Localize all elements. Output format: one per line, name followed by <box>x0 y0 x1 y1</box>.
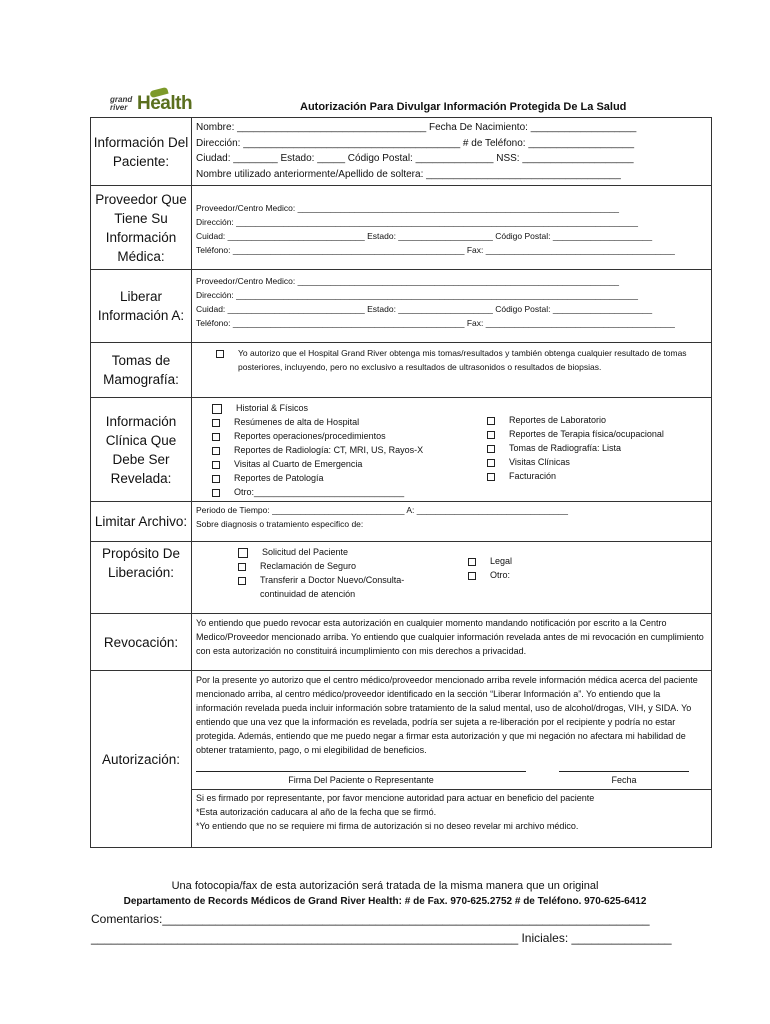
checkbox-visitas-clinicas[interactable] <box>487 459 495 467</box>
checkbox-operaciones[interactable] <box>212 433 220 441</box>
field-proveedor-direccion[interactable]: Dirección: _____________________________________________________________________________________ <box>196 217 638 227</box>
item-otro-proposito: Otro: <box>490 570 511 580</box>
checkbox-legal[interactable] <box>468 558 476 566</box>
label-paciente: Información Del Paciente: <box>91 118 192 186</box>
authorization-form <box>90 117 712 848</box>
field-liberar-direccion[interactable]: Dirección: _____________________________________________________________________________________ <box>196 290 638 300</box>
checkbox-laboratorio[interactable] <box>487 417 495 425</box>
form-title: Autorización Para Divulgar Información Protegida De La Salud <box>300 101 627 113</box>
field-nombre[interactable]: Nombre: __________________________________ Fecha De Nacimiento: ___________________ <box>196 122 637 133</box>
field-periodo[interactable]: Periodo de Tiempo: ____________________________ A: ________________________________ <box>196 505 568 515</box>
field-diagnosis[interactable]: Sobre diagnosis o tratamiento especifico de: <box>196 519 364 529</box>
item-transferir: Transferir a Doctor Nuevo/Consulta- continuidad de atención <box>260 575 405 599</box>
checkbox-radiologia[interactable] <box>212 447 220 455</box>
label-revocacion: Revocación: <box>91 614 192 671</box>
field-liberar-centro[interactable]: Proveedor/Centro Medico: ____________________________________________________________________ <box>196 276 620 286</box>
checkbox-facturacion[interactable] <box>487 473 495 481</box>
label-autorizacion: Autorización: <box>91 671 192 848</box>
initials-field[interactable]: ________________________________________________________________ Iniciales: _______________ <box>91 931 672 945</box>
checkbox-reclamacion[interactable] <box>238 563 246 571</box>
checkbox-resumenes[interactable] <box>212 419 220 427</box>
label-proveedor: Proveedor Que Tiene Su Información Médica: <box>91 186 192 270</box>
footer-department: Departamento de Records Médicos de Grand River Health: # de Fax. 970-625.2752 # de Teléfono. 970-625-6412 <box>123 896 647 907</box>
item-historial: Historial & Físicos <box>236 403 309 413</box>
note-no-requiere: *Yo entiendo que no se requiere mi firma de autorización si no deseo revelar mi archivo médico. <box>196 821 579 831</box>
label-proposito: Propósito De Liberación: <box>91 542 192 614</box>
checkbox-otro-proposito[interactable] <box>468 572 476 580</box>
autorizacion-text: Por la presente yo autorizo que el centro médico/proveedor mencionado arriba revele información médica acerca del paciente mencionado arriba, al centro médico/proveedor identificado en la sección “Liberar Información a”. Yo entiendo que la información revelada pueda incluir información sobre tratamiento de la salud mental, uso de alcohol/drogas, VIH, y SIDA. Yo entiendo que una vez que la información es revelada, podría ser sujeta a re-liberación por el recipiente y podría no estar protegida. Además, entiendo que me puedo negar a firmar esta autorización y que mi negación no afectara mi habilidad de obtener tratamiento, pago, o mi elegibilidad de beneficios. <box>196 675 698 755</box>
label-liberar: Liberar Información A: <box>91 270 192 343</box>
field-ciudad[interactable]: Ciudad: ________ Estado: _____ Código Postal: ______________ NSS: ____________________ <box>196 153 634 164</box>
field-nombre-anterior[interactable]: Nombre utilizado anteriormente/Apellido de soltera: ___________________________________ <box>196 168 621 180</box>
mamografia-text: Yo autorizo que el Hospital Grand River obtenga mis tomas/resultados y también obtenga cualquier resultado de tomas posteriores, incluyendo, pero no exclusivo a resultados de ultrasonidos o resultados de biopsias. <box>238 348 687 372</box>
checkbox-transferir[interactable] <box>238 577 246 585</box>
item-solicitud: Solicitud del Paciente <box>262 547 349 557</box>
logo-small-text: grand river <box>110 95 133 112</box>
field-proveedor-ciudad[interactable]: Cuidad: _____________________________ Estado: ____________________ Código Postal: _____________________ <box>196 231 653 241</box>
item-operaciones: Reportes operaciones/procedimientos <box>234 431 386 441</box>
date-line[interactable] <box>559 771 689 787</box>
label-mamografia: Tomas de Mamografía: <box>91 343 192 398</box>
field-direccion[interactable]: Dirección: _______________________________________ # de Teléfono: ___________________ <box>196 137 635 149</box>
comments-field[interactable]: Comentarios:_________________________________________________________________________ <box>91 912 650 926</box>
item-visitas-clinicas: Visitas Clínicas <box>509 457 570 467</box>
footer-copy-note: Una fotocopia/fax de esta autorización será tratada de la misma manera que un original <box>171 880 599 892</box>
field-proveedor-telefono[interactable]: Teléfono: _________________________________________________ Fax: ________________________________________ <box>196 245 675 255</box>
revocacion-text: Yo entiendo que puedo revocar esta autorización en cualquier momento mandando notificación por escrito a la Centro Medico/Proveedor mencionado arriba. Yo entiendo que cualquier información revelada antes de mi revocación en cumplimiento con esta autorización no constituirá incumplimiento con mis derechos a privacidad. <box>196 618 704 656</box>
logo-main-text: Health <box>137 93 193 114</box>
item-patologia: Reportes de Patología <box>234 473 324 483</box>
field-liberar-telefono[interactable]: Teléfono: _________________________________________________ Fax: ________________________________________ <box>196 318 675 328</box>
label-limitar: Limitar Archivo: <box>91 502 192 542</box>
item-otro[interactable]: Otro:______________________________ <box>234 487 405 497</box>
label-clinica: Información Clínica Que Debe Ser Revelada: <box>91 398 192 502</box>
item-emergencia: Visitas al Cuarto de Emergencia <box>234 459 363 469</box>
item-radiografia: Tomas de Radiografía: Lista <box>509 443 622 453</box>
field-proveedor-centro[interactable]: Proveedor/Centro Medico: ____________________________________________________________________ <box>196 203 620 213</box>
note-caducara: *Esta autorización caducara al año de la fecha que se firmó. <box>196 807 437 817</box>
item-legal: Legal <box>490 556 513 566</box>
item-resumenes: Resúmenes de alta de Hospital <box>234 417 360 427</box>
note-representante: Si es firmado por representante, por favor mencione autoridad para actuar en beneficio del paciente <box>196 793 595 803</box>
checkbox-terapia[interactable] <box>487 431 495 439</box>
item-terapia: Reportes de Terapia física/ocupacional <box>509 429 664 439</box>
grand-river-health-logo <box>110 94 192 116</box>
field-liberar-ciudad[interactable]: Cuidad: _____________________________ Estado: ____________________ Código Postal: _____________________ <box>196 304 653 314</box>
date-label: Fecha <box>611 775 637 785</box>
checkbox-historial[interactable] <box>212 404 222 414</box>
checkbox-otro[interactable] <box>212 489 220 497</box>
checkbox-patologia[interactable] <box>212 475 220 483</box>
checkbox-radiografia[interactable] <box>487 445 495 453</box>
item-laboratorio: Reportes de Laboratorio <box>509 415 607 425</box>
item-facturacion: Facturación <box>509 471 557 481</box>
item-reclamacion: Reclamación de Seguro <box>260 561 357 571</box>
checkbox-mamografia[interactable] <box>216 350 224 358</box>
checkbox-emergencia[interactable] <box>212 461 220 469</box>
signature-label: Firma Del Paciente o Representante <box>288 775 434 785</box>
checkbox-solicitud[interactable] <box>238 548 248 558</box>
item-radiologia: Reportes de Radiología: CT, MRI, US, Rayos-X <box>234 445 424 455</box>
signature-line[interactable] <box>196 771 526 787</box>
